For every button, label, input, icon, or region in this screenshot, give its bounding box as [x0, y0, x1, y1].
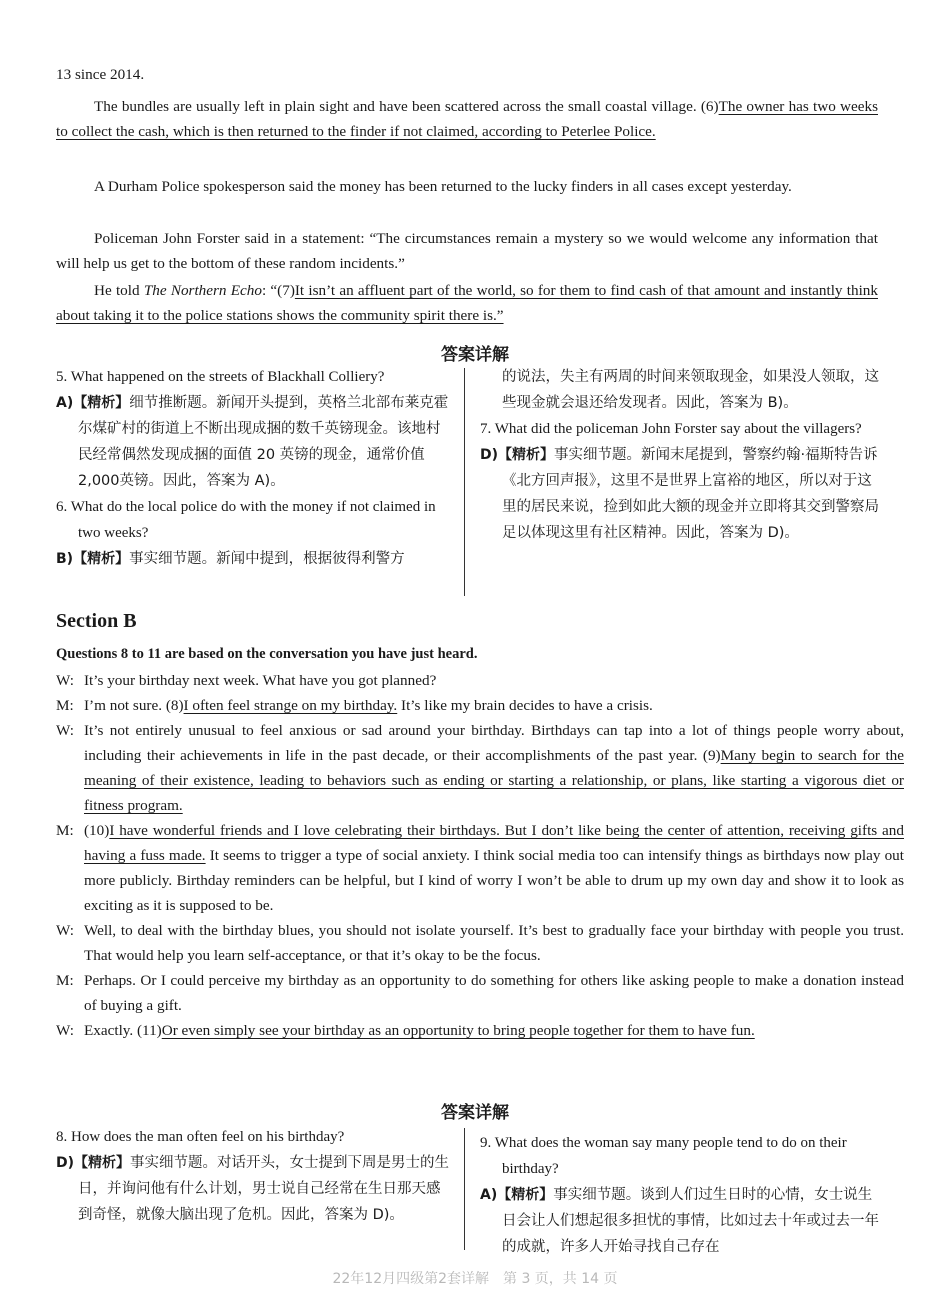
answer-underline-10: I have wonderful friends and I love celebrating their birthdays. But I don’t like being the center of attention, receiving gifts and having a fuss made. — [84, 822, 904, 864]
question-7: 7. What did the policeman John Forster say about the villagers? — [480, 421, 862, 437]
dialogue-line: M: (10)I have wonderful friends and I love celebrating their birthdays. But I don’t like being the center of attention, receiving gifts and having a fuss made. It seems to trigger a type of social anxiety. I think social media too can intensify things as birthdays now play out more publicly. Birthday reminders can be helpful, but I kind of worry I won’t be able to drum up my own day and show it to look as exciting as it is supposed to be. — [56, 822, 904, 914]
answer-9: A)【精析】事实细节题。谈到人们过生日时的心情，女士说生日会让人们想起很多担忧的事情，比如过去十年或过去一年的成就，许多人开始寻找自己存在 — [480, 1187, 879, 1255]
dialogue-line: W: Exactly. (11)Or even simply see your birthday as an opportunity to bring people together for them to have fun. — [56, 1022, 755, 1039]
dialogue-line: W: Well, to deal with the birthday blues, you should not isolate yourself. It’s best to gradually face your birthday with people you trust. That would help you learn self-acceptance, or that it’s okay to be the focus. — [56, 922, 904, 964]
answer-underline-11: Or even simply see your birthday as an opportunity to bring people together for them to have fun. — [161, 1022, 755, 1039]
answer-underline-6: The owner has two weeks to collect the cash, which is then returned to the finder if not claimed, according to Peterlee Police. — [56, 98, 878, 140]
answers-right-column — [480, 1130, 880, 1260]
dialogue-line: W: It’s your birthday next week. What have you got planned? — [56, 672, 437, 689]
answer-8: D)【精析】事实细节题。对话开头，女士提到下周是男士的生日，并询问他有什么计划，男士说自己经常在生日那天感到奇怪，就像大脑出现了危机。因此，答案为 D)。 — [56, 1155, 450, 1223]
passage-paragraph-2: A Durham Police spokesperson said the money has been returned to the lucky finders in all cases except yesterday. — [94, 178, 792, 195]
page-footer: 22年12月四级第2套详解 第 3 页，共 14 页 — [332, 1271, 618, 1287]
passage-paragraph-4: He told The Northern Echo: “(7)It isn’t an affluent part of the world, so for them to find cash of that amount and instantly think about taking it to the police stations shows the community spirit there is.” — [56, 282, 878, 324]
question-6: 6. What do the local police do with the money if not claimed in two weeks? — [56, 499, 436, 541]
answers-left-column — [56, 1124, 452, 1228]
passage-paragraph-3: Policeman John Forster said in a statement: “The circumstances remain a mystery so we would welcome any information that will help us get to the bottom of these random incidents.” — [56, 230, 878, 272]
column-divider — [464, 368, 465, 596]
answer-5: A)【精析】细节推断题。新闻开头提到，英格兰北部布莱克霍尔煤矿村的街道上不断出现成捆的数千英镑现金。该地村民经常偶然发现成捆的面值 20 英镑的现金，通常价值2,000英镑。因此，答案为 A)。 — [56, 395, 449, 489]
column-divider — [464, 1128, 465, 1250]
answer-underline-9: Many begin to search for the meaning of their existence, leading to behaviors such as ending or starting a relationship, or plans, like starting a vigorous diet or fitness program. — [84, 747, 904, 814]
question-9: 9. What does the woman say many people tend to do on their birthday? — [480, 1135, 847, 1177]
passage-line: 13 since 2014. — [56, 66, 145, 83]
answer-7: D)【精析】事实细节题。新闻末尾提到，警察约翰·福斯特告诉《北方回声报》，这里不是世界上富裕的地区，所以对于这里的居民来说，捡到如此大额的现金并立即将其交到警察局足以体现这里有社区精神。因此，答案为 D)。 — [480, 447, 879, 541]
section-title: Section B — [56, 610, 137, 632]
question-5: 5. What happened on the streets of Blackhall Colliery? — [56, 369, 385, 385]
conversation — [56, 668, 904, 1043]
answer-underline-8: I often feel strange on my birthday. — [183, 697, 398, 714]
answer-6: B)【精析】事实细节题。新闻中提到，根据彼得利警方 — [56, 551, 405, 567]
answers-right-column — [480, 364, 880, 546]
dialogue-line: M: Perhaps. Or I could perceive my birthday as an opportunity to do something for others like asking people to make a donation instead of buying a gift. — [56, 972, 904, 1014]
section-intro: Questions 8 to 11 are based on the conversation you have just heard. — [56, 646, 478, 662]
answers-heading: 答案详解 — [441, 345, 509, 365]
dialogue-line: M: I’m not sure. (8)I often feel strange on my birthday. It’s like my brain decides to have a crisis. — [56, 697, 653, 714]
dialogue-line: W: It’s not entirely unusual to feel anxious or sad around your birthday. Birthdays can tap into a lot of things people worry about, including their achievements in life in the past decade, or their accomplishments of the past year. (9)Many begin to search for the meaning of their existence, leading to behaviors such as ending or starting a relationship, or plans, like starting a vigorous diet or fitness program. — [56, 722, 904, 814]
answers-left-column — [56, 364, 452, 572]
passage-paragraph-1: The bundles are usually left in plain sight and have been scattered across the small coastal village. (6)The owner has two weeks to collect the cash, which is then returned to the finder if not claimed, according to Peterlee Police. — [56, 98, 878, 140]
answer-6-continued: 的说法，失主有两周的时间来领取现金，如果没人领取，这些现金就会退还给发现者。因此，答案为 B)。 — [502, 369, 879, 411]
answer-underline-7: It isn’t an affluent part of the world, so for them to find cash of that amount and instantly think about taking it to the police stations shows the community spirit there is.” — [56, 282, 878, 324]
question-8: 8. How does the man often feel on his birthday? — [56, 1129, 345, 1145]
answers-heading: 答案详解 — [441, 1103, 509, 1123]
